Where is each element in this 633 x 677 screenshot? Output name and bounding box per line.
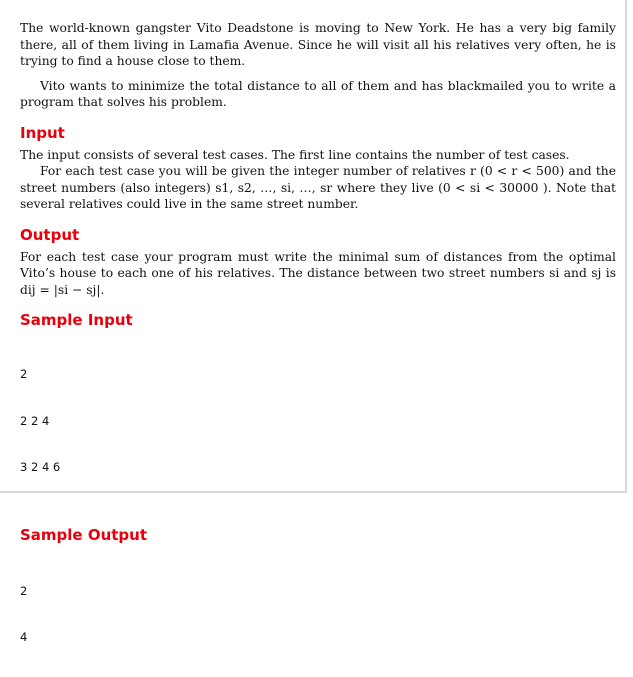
output-heading: Output bbox=[20, 225, 80, 244]
sample-input-line: 2 bbox=[20, 367, 28, 381]
goal-paragraph: Vito wants to minimize the total distance to all of them and has blackmailed you to write a program that solves his problem. bbox=[20, 78, 616, 109]
sample-output-heading: Sample Output bbox=[20, 525, 148, 544]
sample-input-heading: Sample Input bbox=[20, 311, 133, 329]
sample-input-line: 3 2 4 6 bbox=[20, 460, 61, 474]
intro-paragraph: The world-known gangster Vito Deadstone is moving to New York. He has a very big family there, all of them living in Lamafia Avenue. Since he will visit all his relatives very often, he is trying to find a house close to them. bbox=[20, 21, 616, 68]
input-heading: Input bbox=[20, 123, 65, 142]
input-line-2: For each test case you will be given the integer number of relatives r (0 < r < 500) and the street numbers (also integers) s1, s2, …, si, …, sr where they live (0 < si < 30000 ). Note that several relatives could live in the same street number. bbox=[20, 164, 616, 211]
input-line-1: The input consists of several test cases. The first line contains the number of test cases. bbox=[20, 147, 570, 162]
sample-output-line: 2 bbox=[20, 583, 28, 598]
sample-output-line: 4 bbox=[20, 630, 28, 644]
sample-input-line: 2 2 4 bbox=[20, 413, 50, 428]
sample-input-block bbox=[20, 336, 616, 507]
sample-output-block bbox=[20, 553, 616, 677]
output-text: For each test case your program must write the minimal sum of distances from the optimal Vito’s house to each one of his relatives. The distance between two street numbers si and sj is dij = |si − sj|. bbox=[20, 249, 616, 297]
problem-statement bbox=[20, 20, 616, 677]
